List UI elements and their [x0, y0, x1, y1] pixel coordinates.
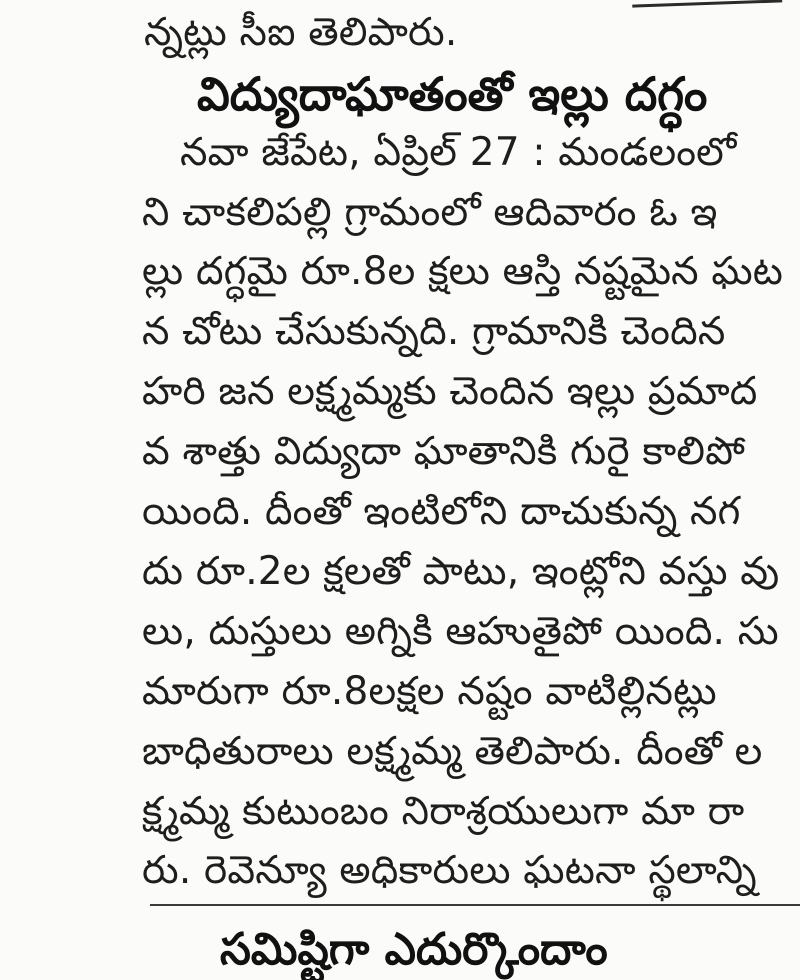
article-line-9: లు, దుస్తులు అగ్నికి ఆహుతైపో యింది. సు: [142, 609, 779, 654]
article-divider: [150, 904, 800, 906]
article-line-11: బాధితురాలు లక్ష్మమ్మ తెలిపారు. దీంతో ల: [142, 729, 763, 774]
article-headline: విద్యుదాఘాతంతో ఇల్లు దగ్ధం: [197, 67, 708, 121]
article-line-6: వ శాత్తు విద్యుదా ఘాతానికి గురై కాలిపో: [142, 429, 746, 474]
article-line-1: నవా జేపేట, ఏప్రిల్ 27 : మండలంలో: [180, 130, 737, 175]
article-line-4: న చోటు చేసుకున్నది. గ్రామానికి చెందిన: [142, 309, 726, 354]
article-line-7: యింది. దీంతో ఇంటిలోని దాచుకున్న నగ: [142, 489, 741, 534]
next-article-headline: సమిష్టిగా ఎదుర్కొందాం: [220, 924, 608, 975]
article-line-5: హరి జన లక్ష్మమ్మకు చెందిన ఇల్లు ప్రమాద: [142, 369, 758, 414]
article-line-3: ల్లు దగ్ధమై రూ.8ల క్షలు ఆస్తి నష్టమైన ఘట: [142, 249, 784, 294]
article-line-13: రు. రెవెన్యూ అధికారులు ఘటనా స్థలాన్ని: [142, 848, 757, 893]
article-column: [142, 0, 784, 980]
article-line-12: క్ష్మమ్మ కుటుంబం నిరాశ్రయులుగా మా రా: [142, 789, 745, 834]
article-line-2: ని చాకలిపల్లి గ్రామంలో ఆదివారం ఓ ఇ: [142, 190, 718, 235]
article-line-10: మారుగా రూ.8లక్షల నష్టం వాటిల్లినట్లు: [142, 669, 717, 714]
article-line-8: దు రూ.2ల క్షలతో పాటు, ఇంట్లోని వస్తు వు: [142, 549, 780, 594]
previous-article-ending: న్నట్లు సీఐ తెలిపారు.: [144, 10, 458, 55]
